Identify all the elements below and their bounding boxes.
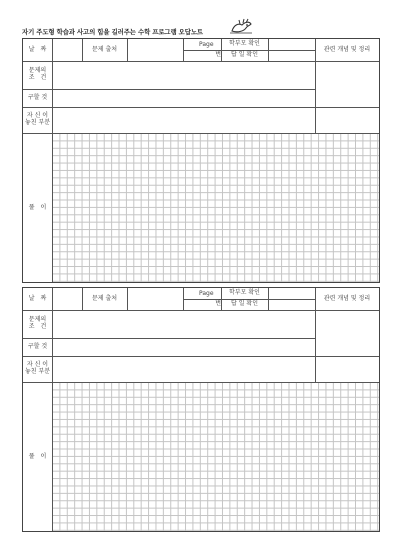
missed-parts-field[interactable] bbox=[53, 108, 379, 133]
find-label: 구할 것 bbox=[27, 94, 48, 101]
date-field[interactable] bbox=[53, 288, 82, 310]
answer-check-label: 답 일 확인 bbox=[231, 300, 258, 307]
problem-source-field[interactable] bbox=[128, 288, 183, 310]
problem-source-label: 문제 출처 bbox=[91, 46, 118, 53]
solution-grid[interactable] bbox=[53, 134, 379, 282]
parent-check-label: 학부모 확인 bbox=[229, 40, 260, 47]
date-label: 날 짜 bbox=[28, 46, 47, 53]
related-concepts-label: 관련 개념 및 정리 bbox=[323, 46, 371, 53]
related-concepts-label: 관련 개념 및 정리 bbox=[323, 295, 371, 302]
solution-grid[interactable] bbox=[53, 383, 379, 531]
problem-source-field[interactable] bbox=[128, 39, 183, 61]
parent-check-label: 학부모 확인 bbox=[229, 289, 260, 296]
find-field[interactable] bbox=[53, 90, 315, 107]
wrong-answer-sheet-1 bbox=[22, 38, 380, 283]
number-label: 번 bbox=[215, 51, 221, 58]
missed-parts-label: 자 신 이 놓친 부분 bbox=[24, 361, 51, 375]
missed-parts-label: 자 신 이 놓친 부분 bbox=[24, 112, 51, 126]
page-label: Page bbox=[199, 290, 214, 297]
answer-check-label: 답 일 확인 bbox=[231, 51, 258, 58]
problem-source-label: 문제 출처 bbox=[91, 295, 118, 302]
parent-signature-field[interactable] bbox=[269, 288, 315, 310]
wrong-answer-sheet-2 bbox=[22, 287, 380, 532]
find-label: 구할 것 bbox=[27, 343, 48, 350]
problem-conditions-label: 문제의 조 건 bbox=[28, 67, 47, 81]
problem-conditions-field[interactable] bbox=[53, 311, 315, 338]
solution-label: 풀 이 bbox=[28, 453, 47, 460]
number-label: 번 bbox=[215, 300, 221, 307]
missed-parts-field[interactable] bbox=[53, 357, 379, 382]
doodle-mascot-icon bbox=[228, 17, 254, 35]
problem-conditions-field[interactable] bbox=[53, 62, 315, 89]
date-label: 날 짜 bbox=[28, 295, 47, 302]
solution-label: 풀 이 bbox=[28, 204, 47, 211]
problem-conditions-label: 문제의 조 건 bbox=[28, 316, 47, 330]
find-field[interactable] bbox=[53, 339, 315, 356]
parent-signature-field[interactable] bbox=[269, 39, 315, 61]
page-title: 자기 주도형 학습과 사고의 힘을 길러주는 수학 프로그램 오답노트 bbox=[22, 28, 203, 36]
date-field[interactable] bbox=[53, 39, 82, 61]
page-label: Page bbox=[199, 41, 214, 48]
